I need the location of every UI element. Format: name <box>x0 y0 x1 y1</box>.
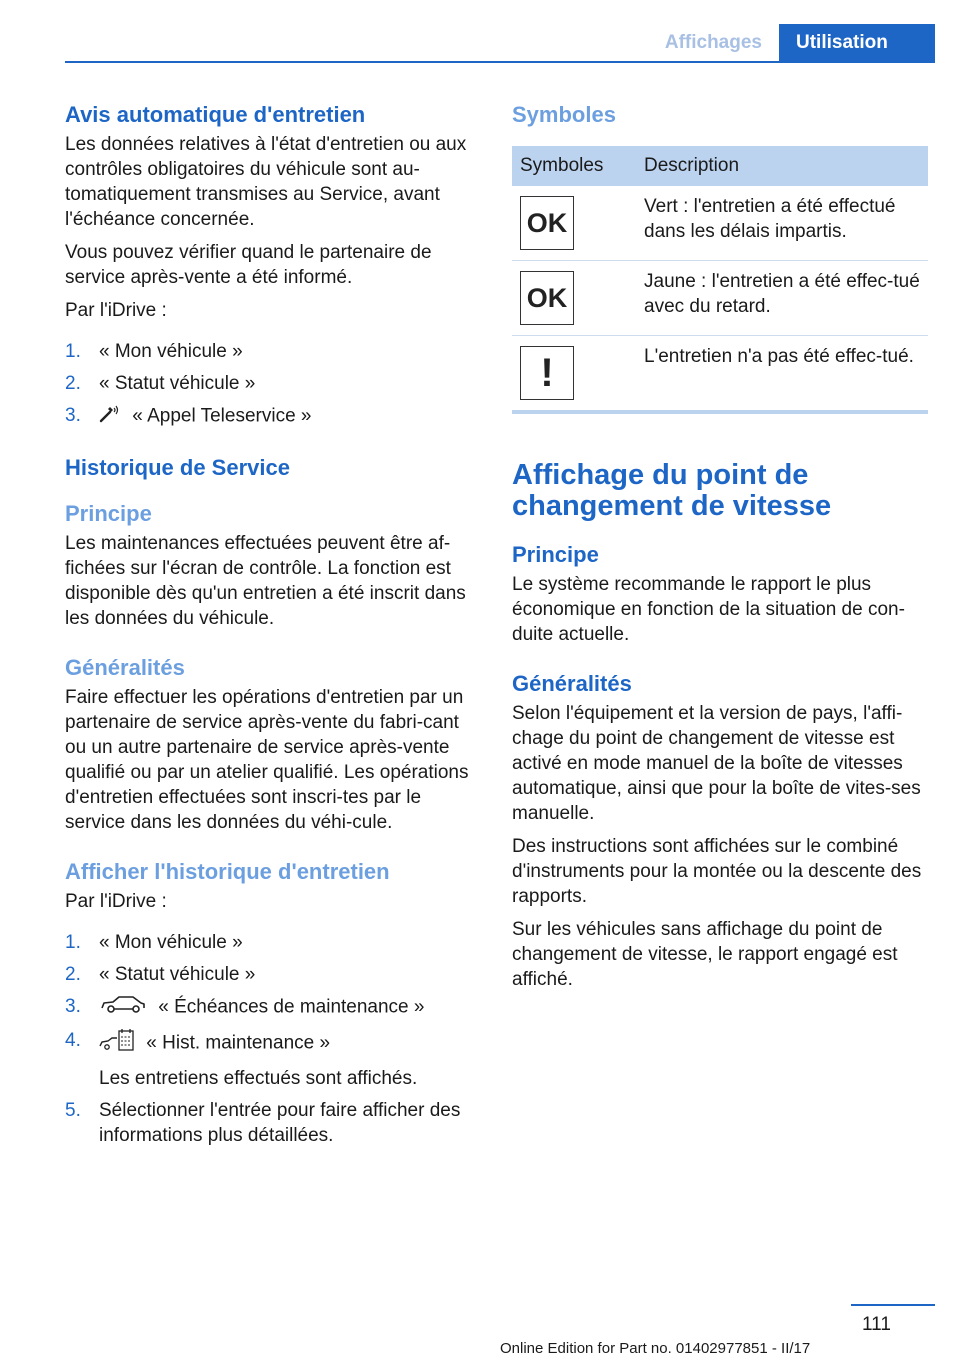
afficher-title: Afficher l'historique d'entretien <box>65 859 390 884</box>
avis-steps <box>65 339 483 430</box>
left-column <box>65 100 483 1155</box>
table-cell-description: Vert : l'entretien a été effectué dans les délais impartis. <box>636 186 928 261</box>
step-number: 3. <box>65 996 81 1017</box>
avis-paragraph-1: Les données relatives à l'état d'entretien ou aux contrôles obligatoires du véhicule sont au-tomatiquement transmises au Service, avant l'échéance concernée. <box>65 134 467 230</box>
generalites-paragraph: Faire effectuer les opérations d'entretien par un partenaire de service après-vente du fabri-cant ou un autre partenaire de service après-vente qualifié ou par un atelier qualifié. Les opérations d'entretien effectuées sont inscri-tes par le service dans les données du véhi-cule. <box>65 687 469 833</box>
exclamation-icon: ! <box>520 346 574 400</box>
principe-title-right: Principe <box>512 542 599 567</box>
ok-yellow-icon: OK <box>520 271 574 325</box>
table-header-symboles: Symboles <box>512 146 636 186</box>
right-column <box>512 100 930 992</box>
historique-title: Historique de Service <box>65 455 290 480</box>
page-number: 111 <box>862 1314 891 1335</box>
symboles-title: Symboles <box>512 102 616 127</box>
car-icon <box>99 994 147 1021</box>
table-header-row <box>512 146 928 186</box>
principe-paragraph-right: Le système recommande le rapport le plus économique en fonction de la situation de con-duite actuelle. <box>512 574 905 645</box>
list-item <box>65 1028 483 1091</box>
afficher-steps <box>65 930 483 1148</box>
table-header-description: Description <box>636 146 928 186</box>
list-item <box>65 962 483 987</box>
ok-green-icon: OK <box>520 196 574 250</box>
step-text: Sélectionner l'entrée pour faire afficher des informations plus détaillées. <box>99 1100 461 1146</box>
avis-paragraph-2: Vous pouvez vérifier quand le partenaire de service après-vente a été informé. <box>65 242 432 288</box>
page-header <box>648 24 935 61</box>
step-number: 3. <box>65 405 81 426</box>
list-item <box>65 930 483 955</box>
car-calendar-icon <box>99 1028 135 1059</box>
generalites-title-right: Généralités <box>512 671 632 696</box>
step-number: 2. <box>65 373 81 394</box>
generalites-paragraph-1: Selon l'équipement et la version de pays, l'affi-chage du point de changement de vitesse est activé en mode manuel de la boîte de vitesses automatique, ainsi que pour la boîte de vites-ses manuelle. <box>512 703 921 824</box>
affichage-title: Affichage du point de changement de vitesse <box>512 459 832 522</box>
table-row <box>512 336 928 413</box>
avis-paragraph-3: Par l'iDrive : <box>65 300 167 321</box>
step-number: 1. <box>65 932 81 953</box>
afficher-paragraph: Par l'iDrive : <box>65 891 167 912</box>
principe-paragraph: Les maintenances effectuées peuvent être af-fichées sur l'écran de contrôle. La fonction est disponible dès qu'un entretien a été inscrit dans les données du véhicule. <box>65 533 466 629</box>
table-row <box>512 186 928 261</box>
list-item <box>65 403 483 430</box>
header-divider <box>65 61 935 63</box>
step-text: « Échéances de maintenance » <box>158 996 425 1018</box>
list-item <box>65 994 483 1021</box>
step-text: « Hist. maintenance » <box>146 1032 331 1054</box>
step-number: 1. <box>65 341 81 362</box>
principe-title: Principe <box>65 501 152 526</box>
generalites-title: Généralités <box>65 655 185 680</box>
step-number: 5. <box>65 1100 81 1121</box>
table-cell-description: L'entretien n'a pas été effec-tué. <box>636 336 928 413</box>
list-item <box>65 339 483 364</box>
edition-line: Online Edition for Part no. 01402977851 - II/17 <box>500 1340 811 1357</box>
tab-utilisation[interactable]: Utilisation <box>779 24 935 61</box>
generalites-paragraph-3: Sur les véhicules sans affichage du point de changement de vitesse, le rapport engagé est affiché. <box>512 919 898 990</box>
table-cell-description: Jaune : l'entretien a été effec-tué avec du retard. <box>636 261 928 336</box>
step-text: « Appel Teleservice » <box>132 405 312 427</box>
tab-affichages[interactable]: Affichages <box>648 24 779 61</box>
list-item <box>65 1098 483 1148</box>
step-text: « Statut véhicule » <box>99 373 256 394</box>
avis-title: Avis automatique d'entretien <box>65 102 366 127</box>
table-row <box>512 261 928 336</box>
step-text: « Mon véhicule » <box>99 932 243 953</box>
step-number: 4. <box>65 1030 81 1051</box>
step-text: « Statut véhicule » <box>99 964 256 985</box>
symbols-table <box>512 146 928 414</box>
step-subtext: Les entretiens effectués sont affichés. <box>99 1068 418 1089</box>
list-item <box>65 371 483 396</box>
step-text: « Mon véhicule » <box>99 341 243 362</box>
wrench-signal-icon <box>99 403 121 430</box>
step-number: 2. <box>65 964 81 985</box>
generalites-paragraph-2: Des instructions sont affichées sur le combiné d'instruments pour la montée ou la descente des rapports. <box>512 836 922 907</box>
footer-divider <box>851 1304 935 1306</box>
